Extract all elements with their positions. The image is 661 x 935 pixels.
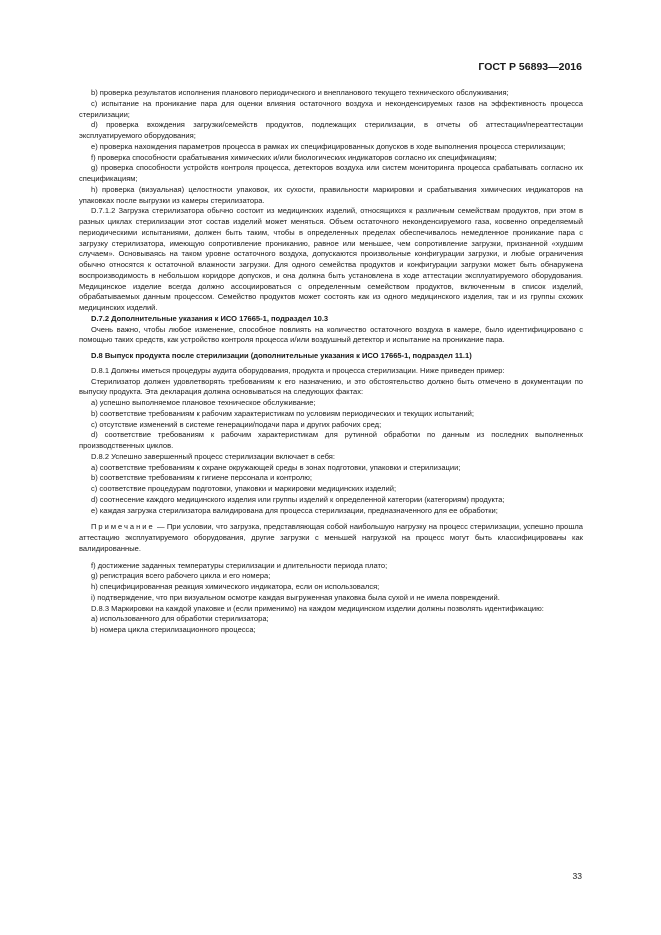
paragraph: g) проверка способности устройств контроля процесса, детекторов воздуха или систем мониторинга процесса срабатывать согласно их спецификациям; bbox=[79, 163, 583, 183]
list-item: g) регистрация всего рабочего цикла и его номера; bbox=[91, 571, 271, 581]
subsection-heading: D.7.2 Дополнительные указания к ИСО 17665-1, подраздел 10.3 bbox=[91, 313, 329, 323]
paragraph: f) проверка способности срабатывания химических и/или биологических индикаторов согласно их спецификациям; bbox=[91, 152, 497, 162]
paragraph: Очень важно, чтобы любое изменение, способное повлиять на количество остаточного воздуха в камере, было идентифицировано с помощью таких средств, как устройство контроля процесса и/или воздушный детектор и испытание на проникание пара. bbox=[79, 324, 583, 345]
list-item: a) использованного для обработки стерилизатора; bbox=[91, 614, 269, 624]
list-item: c) соответствие процедурам подготовки, упаковки и маркировки медицинских изделий; bbox=[91, 484, 397, 493]
list-item: c) отсутствие изменений в системе генерации/подачи пара и других рабочих сред; bbox=[91, 419, 382, 429]
note bbox=[79, 522, 583, 554]
paragraph: D.8.1 Должны иметься процедуры аудита оборудования, продукта и процесса стерилизации. Ниже приведен пример: bbox=[91, 365, 505, 375]
list-item: a) успешно выполняемое плановое техническое обслуживание; bbox=[91, 398, 316, 407]
list-item: b) соответствие требованиям к гигиене персонала и контролю; bbox=[91, 473, 313, 483]
list-item: d) соотнесение каждого медицинского изделия или группы изделий к определенной категории (категориям) продукта; bbox=[91, 494, 505, 504]
note-label: Примечание bbox=[91, 522, 155, 532]
list-item: d) соответствие требованиям к рабочим характеристикам для рутинной обработки по данным из последних выполненных производственных циклов. bbox=[79, 430, 583, 450]
note-text: — При условии, что загрузка, представляющая собой наибольшую нагрузку на процесс стерилизации, успешно прошла аттестацию эксплуатируемого оборудования, другие загрузки с меньшей нагрузкой на процесс могут быть классифицированы как валидированные. bbox=[79, 522, 583, 553]
paragraph: D.7.1.2 Загрузка стерилизатора обычно состоит из медицинских изделий, относящихся к различным семействам продуктов, при этом в разных циклах стерилизации этот состав изделий может меняться. Объем остаточного неконденсируемого газа, косвенно определяемый периодическими испытаниями, должен быть таким, чтобы в определенных пределах обеспечивалось немедленное проникание пара с загрузку стерилизатора, имеющую сопротивление проникaнию, равное или меньшее, чем сопротивление загрузки, признанной «худшим случаем». Основываясь на таком уровне остаточного воздуха, допускаются произвольные конфигурации загрузки, и любые ограничения обычно относятся к остаточной влажности загрузки. Для одного семейства продуктов и конфигурации загрузки может быть обнаружена воспроизводимость в небольшом коридоре допусков, и она должна быть установлена в ходе аттестации эксплуатируемого оборудования. Медицинское изделие всегда должно ассоциироваться с определенным семейством продуктов, включенным в список изделий, обрабатываемых данным процессом. Семейство продуктов может состоять как из одного медицинского изделия, так и из группы схожих медицинских изделий. bbox=[79, 206, 583, 312]
list-item: b) соответствие требованиям к рабочим характеристикам по условиям периодических и текущих испытаний; bbox=[91, 408, 474, 418]
list-item: b) номера цикла стерилизационного процесса; bbox=[91, 625, 256, 634]
list-item: h) специфицированная реакция химического индикатора, если он использовался; bbox=[91, 582, 380, 591]
paragraph: D.8.2 Успешно завершенный процесс стерилизации включает в себя: bbox=[91, 451, 335, 461]
list-item: a) соответствие требованиям к охране окружающей среды в зонах подготовки, упаковки и стерилизации; bbox=[91, 462, 461, 472]
paragraph: b) проверка результатов исполнения планового периодического и внепланового текущего технического обслуживания; bbox=[91, 88, 509, 97]
paragraph: d) проверка вхождения загрузки/семейств продуктов, подлежащих стерилизации, в отчеты об аттестации/переаттестации эксплуатируемого оборудования; bbox=[79, 120, 583, 140]
section-heading: D.8 Выпуск продукта после стерилизации (дополнительные указания к ИСО 17665-1, подраздел 11.1) bbox=[91, 351, 472, 360]
list-item: e) каждая загрузка стерилизатора валидирована для процесса стерилизации, предназначенного для ее обработки; bbox=[91, 505, 498, 515]
page-number: 33 bbox=[572, 871, 582, 881]
paragraph: e) проверка нахождения параметров процесса в рамках их специфицированных допусков в ходе выполнения процесса стерилизации; bbox=[91, 141, 566, 151]
document-body bbox=[79, 88, 583, 636]
paragraph: Стерилизатор должен удовлетворять требованиям к его назначению, и это обстоятельство должно быть отмечено в документации по выпуску продукта. Эта декларация должна основываться на следующих фактах: bbox=[79, 376, 583, 397]
list-item: i) подтверждение, что при визуальном осмотре каждая выгруженная упаковка была сухой и не имела повреждений. bbox=[91, 592, 500, 602]
paragraph: h) проверка (визуальная) целостности упаковок, их сухости, правильности маркировки и срабатывания химических индикаторов на упаковках после выгрузки из камеры стерилизатора. bbox=[79, 184, 583, 205]
list-item: f) достижение заданных температуры стерилизации и длительности периода плато; bbox=[91, 560, 388, 570]
paragraph: D.8.3 Маркировки на каждой упаковке и (если применимо) на каждом медицинском изделии должны позволять идентификацию: bbox=[91, 603, 544, 613]
document-code: ГОСТ Р 56893—2016 bbox=[478, 61, 582, 73]
paragraph: c) испытание на проникание пара для оценки влияния остаточного воздуха и неконденсируемых газов на эффективность процесса стерилизации; bbox=[79, 98, 583, 119]
